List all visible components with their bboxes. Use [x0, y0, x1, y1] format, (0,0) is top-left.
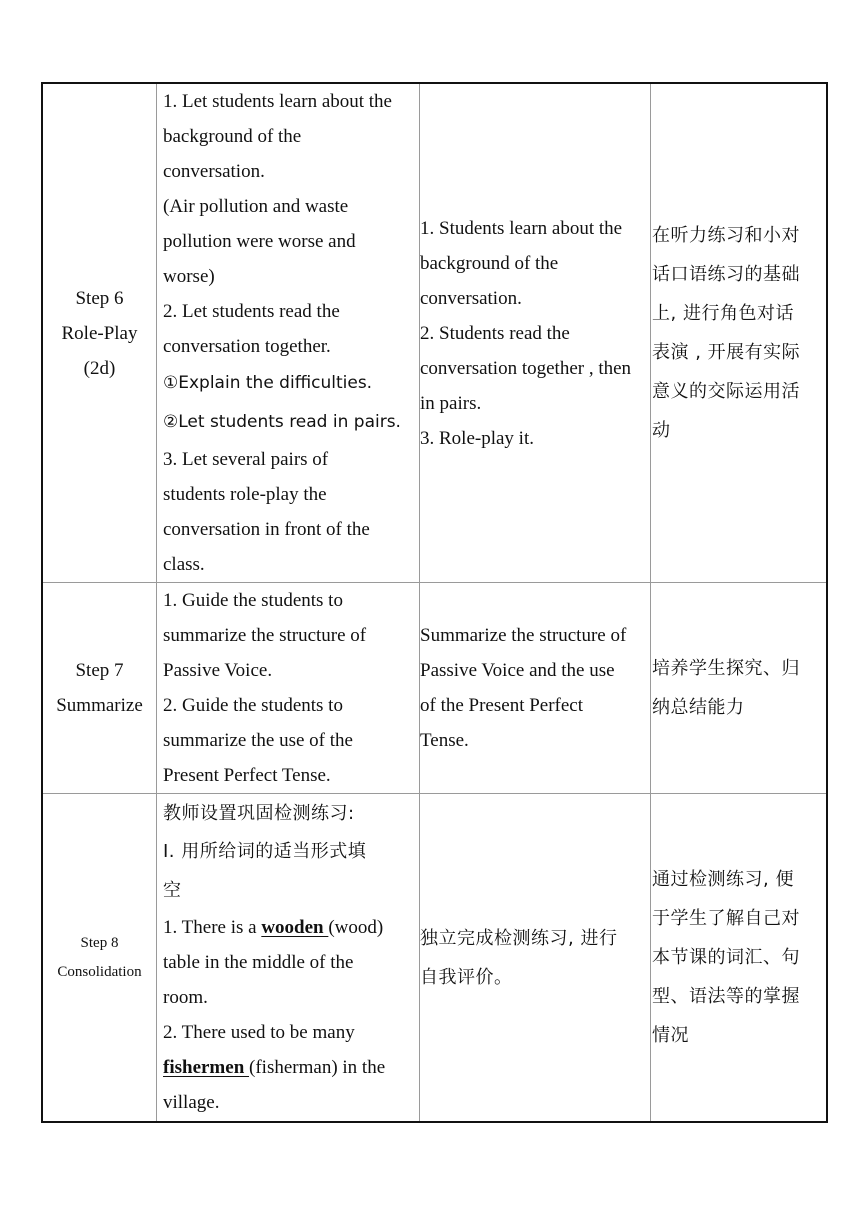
text-line: Passive Voice.	[163, 660, 273, 681]
hint-text: (fisherman) in the	[249, 1057, 386, 1078]
step-title: Step 7	[75, 660, 124, 681]
text-line: 2. Let students read the	[163, 301, 340, 322]
answer-text: fishermen	[163, 1057, 250, 1078]
student-activity-cell	[420, 583, 651, 794]
question-text: 1. There is a	[163, 917, 262, 938]
purpose-cell	[651, 83, 828, 583]
step-cell	[42, 794, 157, 1123]
student-activity-cell	[420, 83, 651, 583]
text-line: room.	[163, 987, 208, 1008]
text-line: pollution were worse and	[163, 231, 356, 252]
text-line: ①Explain the difficulties.	[163, 373, 373, 393]
exercise-question-2: 2. There used to be many	[163, 1022, 355, 1043]
exercise-question-2-continued	[163, 1050, 415, 1085]
text-line: 3. Let several pairs of	[163, 449, 329, 470]
student-activity-text	[420, 618, 650, 758]
text-line: students role-play the	[163, 484, 327, 505]
text-line: summarize the use of the	[163, 730, 353, 751]
text-line: Passive Voice and the use	[420, 660, 615, 681]
text-line: 意义的交际运用活	[652, 381, 800, 402]
purpose-text	[651, 216, 826, 450]
step-cell	[42, 583, 157, 794]
text-line: conversation.	[420, 287, 522, 309]
text-line: 3. Role-play it.	[420, 427, 534, 449]
exercise-section-heading-continued: 空	[163, 880, 182, 901]
text-line: 2. Guide the students to	[163, 695, 343, 716]
text-line: 在听力练习和小对	[652, 225, 800, 246]
text-line: 情况	[652, 1025, 689, 1046]
text-line: 自我评价。	[420, 966, 513, 988]
step-reference: (2d)	[83, 357, 116, 379]
text-line: 培养学生探究、归	[652, 658, 800, 679]
exercise-question-1	[163, 910, 415, 945]
text-line: 2. Students read the	[420, 322, 570, 344]
text-line: summarize the structure of	[163, 625, 367, 646]
purpose-cell	[651, 794, 828, 1123]
text-line: 1. Students learn about the	[420, 217, 623, 239]
text-line: (Air pollution and waste	[163, 196, 349, 217]
text-line: 1. Let students learn about the	[163, 91, 392, 112]
step-title: Step 8	[80, 934, 119, 951]
text-line: Summarize the structure of	[420, 625, 627, 646]
teacher-activity-cell	[157, 794, 420, 1123]
table-row-step-7	[42, 583, 827, 794]
text-line: 表演 , 开展有实际	[652, 342, 801, 363]
text-line: background of the	[420, 252, 559, 274]
teacher-activity-cell	[157, 583, 420, 794]
text-line: 纳总结能力	[652, 697, 745, 718]
text-line: conversation.	[163, 161, 265, 182]
text-line: 上, 进行角色对话	[652, 303, 794, 324]
student-activity-text	[420, 211, 650, 456]
text-line: 于学生了解自己对	[652, 908, 800, 929]
text-line: worse)	[163, 266, 215, 287]
table-row-step-6	[42, 83, 827, 583]
teacher-activity-text	[157, 795, 419, 1120]
teacher-activity-text	[157, 583, 419, 793]
text-line: background of the	[163, 126, 302, 147]
text-line: conversation in front of the	[163, 519, 370, 540]
exercise-intro: 教师设置巩固检测练习:	[163, 803, 355, 824]
text-line: in pairs.	[420, 392, 482, 414]
text-line: table in the middle of the	[163, 952, 354, 973]
step-cell	[42, 83, 157, 583]
text-line: conversation together.	[163, 336, 331, 357]
exercise-section-heading: Ⅰ. 用所给词的适当形式填	[163, 841, 367, 862]
text-line: 1. Guide the students to	[163, 590, 343, 611]
text-line: village.	[163, 1092, 220, 1113]
text-line: ②Let students read in pairs.	[163, 412, 401, 432]
teacher-activity-cell	[157, 83, 420, 583]
step-title: Step 6	[75, 287, 124, 309]
text-line: 通过检测练习, 便	[652, 869, 794, 890]
student-activity-cell	[420, 794, 651, 1123]
teacher-activity-text	[157, 84, 419, 582]
purpose-text	[651, 649, 826, 727]
text-line: class.	[163, 554, 205, 575]
purpose-cell	[651, 583, 828, 794]
text-line: 独立完成检测练习, 进行	[420, 927, 618, 949]
hint-text: (wood)	[328, 917, 384, 938]
text-line: 本节课的词汇、句	[652, 947, 800, 968]
text-line: of the Present Perfect	[420, 695, 584, 716]
text-line: 动	[652, 420, 671, 441]
purpose-text	[651, 860, 826, 1055]
text-line: 型、语法等的掌握	[652, 986, 800, 1007]
text-line: Tense.	[420, 730, 469, 751]
step-name: Role-Play	[61, 322, 138, 344]
text-line: Present Perfect Tense.	[163, 765, 331, 786]
step-name: Consolidation	[57, 963, 142, 980]
step-name: Summarize	[56, 695, 143, 716]
answer-text: wooden	[261, 917, 329, 938]
student-activity-text	[420, 919, 650, 997]
lesson-plan-table	[41, 82, 828, 1123]
text-line: 话口语练习的基础	[652, 264, 800, 285]
text-line: conversation together , then	[420, 357, 632, 379]
table-row-step-8	[42, 794, 827, 1123]
